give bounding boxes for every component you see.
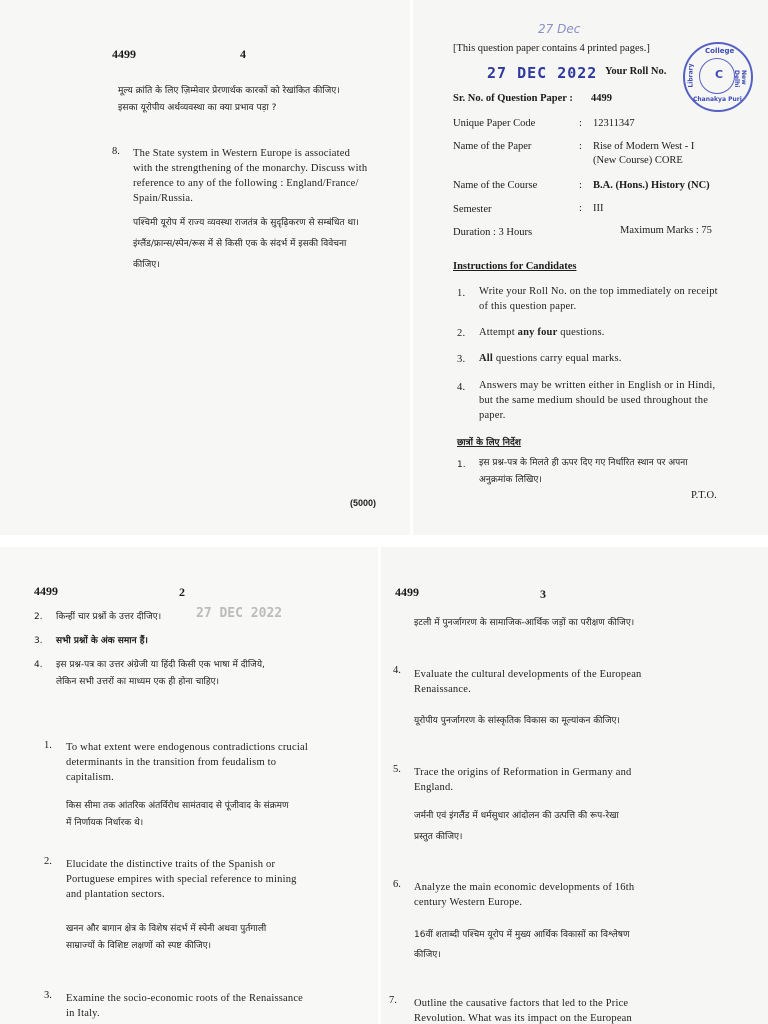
received-date-stamp: 27 DEC 2022 <box>487 64 598 82</box>
question-3-english <box>66 991 326 1021</box>
question-8-english <box>133 146 398 206</box>
text-line: reference to any of the following : England/France/ <box>133 178 359 189</box>
text-line: England. <box>414 782 454 793</box>
seal-text-left: Library <box>687 63 695 88</box>
instruction-number: 4. <box>34 660 43 670</box>
text-line: 16वीं शताब्दी पश्चिम यूरोप में मुख्य आर्थिक विकासों का विश्लेषण <box>414 930 630 940</box>
question-number: 1. <box>44 740 52 751</box>
text-line: Examine the socio-economic roots of the Renaissance <box>66 993 304 1004</box>
field-sep: : <box>579 141 582 152</box>
question-4-english <box>414 667 674 697</box>
text-line: इस प्रश्न-पत्र का उत्तर अंग्रेजी या हिंदी किसी एक भाषा में दीजिये, <box>56 660 265 670</box>
seal-text-bottom: Chanakya Puri <box>693 96 742 103</box>
text-line: and plantation sectors. <box>66 889 165 900</box>
question-3-hindi: इटली में पुनर्जागरण के सामाजिक-आर्थिक जड़ों का परीक्षण कीजिए। <box>414 618 635 628</box>
duration: Duration : 3 Hours <box>453 227 533 238</box>
question-2-english <box>66 857 326 902</box>
paper-name-line2: (New Course) CORE <box>593 155 683 166</box>
course-name: B.A. (Hons.) History (NC) <box>593 180 710 191</box>
question-number: 6. <box>393 879 401 890</box>
text-line: अनुक्रमांक लिखिए। <box>479 475 542 485</box>
text-line: साम्राज्यों के विशिष्ट लक्षणों को स्पष्ट कीजिए। <box>66 941 212 951</box>
text-line: Evaluate the cultural developments of the European <box>414 669 642 680</box>
instruction-3 <box>479 351 622 366</box>
text-line: Portuguese empires with special reference to mining <box>66 874 297 885</box>
instruction-number: 1. <box>457 288 466 299</box>
question-7-english <box>414 996 674 1024</box>
page-number: 2 <box>179 585 185 599</box>
field-sep: : <box>579 180 582 191</box>
instruction-number: 3. <box>34 636 43 646</box>
field-sep: : <box>579 118 582 129</box>
instruction-2 <box>479 325 605 340</box>
print-count: (5000) <box>350 498 377 508</box>
serial-number-value: 4499 <box>591 93 612 104</box>
text-line: with the strengthening of the monarchy. Discuss with <box>133 163 368 174</box>
faint-date-stamp: 27 DEC 2022 <box>196 606 283 621</box>
handwritten-note: 27 Dec <box>538 22 581 36</box>
field-sep: : <box>579 203 582 214</box>
question-1-hindi <box>66 798 336 832</box>
instruction-4 <box>479 378 734 423</box>
question-6-english <box>414 880 674 910</box>
text-line: century Western Europe. <box>414 897 523 908</box>
page-number: 4 <box>240 47 246 61</box>
page-number: 3 <box>540 587 546 601</box>
field-label: Semester <box>453 204 492 215</box>
text-line: Answers may be written either in English or in Hindi, <box>479 380 716 391</box>
text-line: कीजिए। <box>414 950 441 960</box>
field-label: Unique Paper Code <box>453 118 536 129</box>
hindi-instruction-4 <box>56 657 326 691</box>
seal-text-center: C <box>715 68 724 81</box>
text-line: लेकिन सभी उत्तरों का माध्यम एक ही होना चाहिए। <box>56 677 220 687</box>
text-line: Revolution. What was its impact on the European <box>414 1013 632 1024</box>
hindi-instruction-3: सभी प्रश्नों के अंक समान हैं। <box>56 636 148 646</box>
text-line: Renaissance. <box>414 684 471 695</box>
instructions-heading: Instructions for Candidates <box>453 261 577 272</box>
seal-text-top: College <box>705 47 735 55</box>
text-bold: All <box>479 353 494 364</box>
text-line: में निर्णायक निर्धारक थे। <box>66 818 144 828</box>
question-number: 5. <box>393 764 401 775</box>
text-line: Trace the origins of Reformation in Germany and <box>414 767 632 778</box>
text-line: खनन और बागान क्षेत्र के विशेष संदर्भ में स्पेनी अथवा पुर्तगाली <box>66 924 267 934</box>
field-label: Name of the Course <box>453 180 538 191</box>
question-number: 7. <box>389 995 397 1006</box>
text-part: Attempt <box>479 327 518 338</box>
question-1-english <box>66 740 326 785</box>
pages-note: [This question paper contains 4 printed pages.] <box>453 43 650 54</box>
paper-code: 4499 <box>112 47 136 61</box>
question-2-hindi <box>66 921 336 955</box>
text-line: Spain/Russia. <box>133 193 194 204</box>
question-6-hindi <box>414 925 684 965</box>
question-number: 2. <box>44 856 52 867</box>
question-8-hindi <box>133 213 403 276</box>
text-line: किस सीमा तक आंतरिक अंतर्विरोध सामंतवाद से पूंजीवाद के संक्रमण <box>66 801 289 811</box>
text-line: इंग्लैंड/फ्रान्स/स्पेन/रूस में से किसी एक के संदर्भ में इसकी विवेचना <box>133 239 347 249</box>
text-line: कीजिए। <box>133 260 160 270</box>
roll-number-label: Your Roll No. <box>605 66 667 77</box>
page-1-cover <box>413 0 768 535</box>
text-line: Outline the causative factors that led to the Price <box>414 998 629 1009</box>
text-line: To what extent were endogenous contradictions crucial <box>66 742 308 753</box>
field-label: Name of the Paper <box>453 141 532 152</box>
semester: III <box>593 203 604 214</box>
unique-paper-code: 12311347 <box>593 118 635 129</box>
text-bold: any four <box>517 327 558 338</box>
library-seal <box>683 42 753 112</box>
text-line: in Italy. <box>66 1008 100 1019</box>
instruction-1 <box>479 284 729 314</box>
text-line: paper. <box>479 410 506 421</box>
serial-number-label: Sr. No. of Question Paper : <box>453 93 573 104</box>
page-4 <box>0 0 410 535</box>
text-line: The State system in Western Europe is associated <box>133 148 351 159</box>
question-number: 8. <box>112 146 120 157</box>
instruction-number: 2. <box>34 612 43 622</box>
seal-text-right: New Delhi <box>733 70 747 88</box>
paper-code: 4499 <box>34 584 58 598</box>
instruction-number: 1. <box>457 460 466 470</box>
text-line: प्रस्तुत कीजिए। <box>414 832 463 842</box>
text-line: but the same medium should be used throughout the <box>479 395 709 406</box>
text-part: questions carry equal marks. <box>493 353 622 364</box>
hindi-instruction-2: किन्हीं चार प्रश्नों के उत्तर दीजिए। <box>56 612 162 622</box>
text-line: of this question paper. <box>479 301 577 312</box>
text-line: इस प्रश्न-पत्र के मिलते ही ऊपर दिए गए निर्धारित स्थान पर अपना <box>479 458 688 468</box>
instruction-number: 4. <box>457 382 466 393</box>
question-number: 3. <box>44 990 52 1001</box>
text-line: determinants in the transition from feudalism to <box>66 757 277 768</box>
instruction-number: 2. <box>457 328 466 339</box>
hindi-instructions-heading: छात्रों के लिए निर्देश <box>457 438 521 448</box>
hindi-instruction-1 <box>479 455 749 489</box>
text-line: Elucidate the distinctive traits of the Spanish or <box>66 859 276 870</box>
text-line: capitalism. <box>66 772 114 783</box>
text-line: Write your Roll No. on the top immediately on receipt <box>479 286 718 297</box>
paper-name: Rise of Modern West - I <box>593 141 695 152</box>
please-turn-over: P.T.O. <box>691 490 717 501</box>
question-5-hindi <box>414 806 684 848</box>
question-4-hindi: यूरोपीय पुनर्जागरण के सांस्कृतिक विकास का मूल्यांकन कीजिए। <box>414 716 620 726</box>
question-7-hindi: मूल्य क्रांति के लिए ज़िम्मेवार प्रेरणार्थक कारकों को रेखांकित कीजिए। इसका यूरोपीय अर्थव्यवस्था का क्या प्रभाव पड़ा ? <box>118 86 340 113</box>
question-5-english <box>414 765 674 795</box>
page-3 <box>381 547 768 1024</box>
question-number: 4. <box>393 665 401 676</box>
text-line: जर्मनी एवं इंगलैंड में धर्मसुधार आंदोलन की उत्पत्ति की रूप-रेखा <box>414 811 619 821</box>
page-2 <box>0 547 378 1024</box>
text-line: Analyze the main economic developments of 16th <box>414 882 635 893</box>
text-line: पश्चिमी यूरोप में राज्य व्यवस्था राजतंत्र के सुदृढ़िकरण से सम्बंधित था। <box>133 218 359 228</box>
instruction-number: 3. <box>457 354 466 365</box>
maximum-marks: Maximum Marks : 75 <box>620 225 712 236</box>
paper-code: 4499 <box>395 585 419 599</box>
text-part: questions. <box>557 327 605 338</box>
